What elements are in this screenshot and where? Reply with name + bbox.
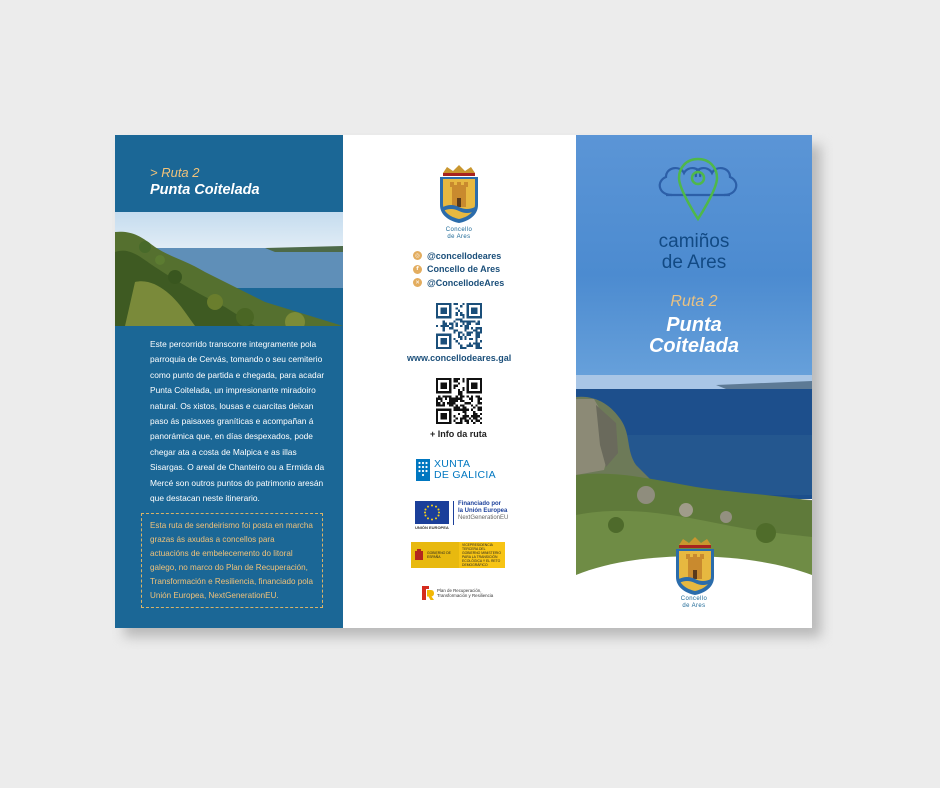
- social-facebook-label: Concello de Ares: [427, 264, 501, 274]
- xunta-line1: XUNTA: [434, 458, 471, 470]
- cover-crest-icon: [673, 537, 717, 595]
- xunta-line2: DE GALICIA: [434, 469, 496, 481]
- social-x[interactable]: [413, 276, 504, 289]
- route-info-qr-code[interactable]: [436, 378, 482, 424]
- eu-funding-logo: [415, 501, 509, 530]
- social-x-label: @ConcellodeAres: [427, 277, 505, 288]
- instagram-icon: ◎: [413, 251, 422, 260]
- gobierno-label: GOBIERNO DE ESPAÑA: [427, 551, 451, 559]
- x-icon: ✕: [413, 278, 422, 287]
- prtr-line2: Transformación y Resiliencia: [437, 593, 494, 598]
- middle-panel: [343, 135, 576, 628]
- prtr-emblem-icon: [422, 586, 434, 600]
- xunta-logo: [416, 459, 496, 481]
- coast-photo: [115, 212, 343, 326]
- social-instagram[interactable]: [413, 249, 504, 262]
- eu-line2: la Unión Europea: [458, 507, 508, 514]
- cover-route-number: Ruta 2: [670, 293, 718, 310]
- social-facebook[interactable]: [413, 263, 504, 276]
- website-qr-code[interactable]: [436, 303, 482, 349]
- caminos-logo-icon: [652, 157, 744, 227]
- brochure: [115, 135, 812, 628]
- concello-crest-icon: [437, 165, 481, 223]
- route-title: Punta Coitelada: [150, 182, 260, 198]
- gobierno-logo: [411, 542, 505, 568]
- eu-flag-icon: [415, 501, 449, 530]
- eu-flag-label: UNIÓN EUROPEA: [415, 525, 449, 530]
- eu-line1: Financiado por: [458, 501, 502, 507]
- brand-name: camiños de Ares: [658, 231, 730, 273]
- route-description: Este percorrido transcorre integramente pola parroquia de Cervás, tomando o seu cemiterio como punto de partida e chegada, para acadar Punta Coitelada, un impresionante miradoiro natural. Os xistos, lousas e cuarcitas deixan paso ás paisaxes graníticas e acompañan á panorámica que, en días despexados, pode chegar ata a costa de Malpica e as illas Sisargas. O areal de Chanteiro ou a Ermida da Mercé son outros puntos do patrimonio aresán que destacan neste itinerario.: [150, 339, 325, 504]
- prtr-line1: Plan de Recuperación,: [437, 587, 482, 593]
- prtr-logo: [422, 586, 493, 600]
- xunta-emblem-icon: [416, 459, 430, 481]
- facebook-icon: f: [413, 265, 422, 274]
- ministerio-label: VICEPRESIDENCIA TERCERA DEL GOBIERNO MINISTERIO PARA LA TRANSICIÓN ECOLÓGICA Y EL RETO DEMOGRÁFICO: [462, 543, 501, 567]
- spain-coat-of-arms-icon: [414, 549, 424, 561]
- cover-panel: [576, 135, 812, 628]
- social-links: [413, 249, 504, 290]
- crest-label: Concello de Ares: [445, 227, 473, 240]
- cover-crest-label: Concello de Ares: [680, 596, 708, 609]
- left-panel: [115, 135, 343, 628]
- eu-line3: NextGenerationEU: [458, 514, 509, 521]
- funding-note: Esta ruta de sendeirismo foi posta en marcha grazas ás axudas a concellos para actuacións de embelecemento do litoral galego, no marco do Plan de Recuperación, Transformación e Resiliencia, financiado pola Unión Europea, NextGenerationEU.: [141, 513, 323, 608]
- route-tag: > Ruta 2: [150, 165, 200, 180]
- cover-route-title: Punta Coitelada: [648, 314, 740, 357]
- route-info-label: + Info da ruta: [430, 429, 487, 439]
- website-link[interactable]: www.concellodeares.gal: [407, 353, 512, 363]
- social-instagram-label: @concellodeares: [427, 250, 502, 261]
